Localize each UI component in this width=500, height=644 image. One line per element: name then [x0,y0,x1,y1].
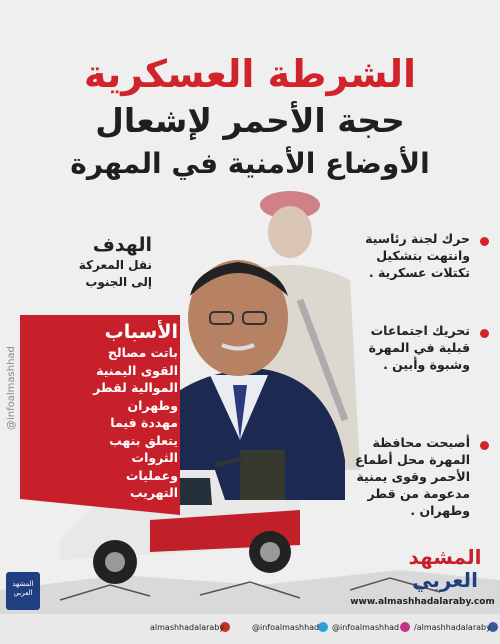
title-line-2: حجة الأحمر لإشعال [95,101,405,140]
point-2: تحريك اجتماعات قبلية في المهرة وشبوة وأبين . [368,323,470,372]
goal-heading: الهدف [92,234,152,256]
goal-block [22,233,152,291]
footer-youtube-handle[interactable]: almashhadalaraby [150,623,225,632]
reasons-heading: الأسباب [104,321,178,343]
title-line-3: الأوضاع الأمنية في المهرة [70,147,430,180]
footer-telegram-handle[interactable]: @infoalmashhad [252,623,320,632]
watermark-text: @infoalmashhad [6,346,17,430]
telegram-icon [318,622,328,632]
bullet-icon [480,329,489,338]
goal-text: نقل المعركة إلى الجنوب [78,258,152,289]
reasons-block [28,320,178,502]
point-1: حرك لجنة رئاسية وانتهت بتشكيل تكتلات عسكرية . [365,231,470,280]
point-3: أصبحت محافظة المهرة محل أطماع الأحمر وقوى يمنية مدعومة من قطر وطهران . [354,435,470,518]
reasons-text: باتت مصالح القوى اليمنية الموالية لقطر وطهران مهددة فيما يتعلق بنهب الثروات وعمليات التهريب [93,345,178,500]
brand-logo-badge: المشهد العربي [6,572,40,610]
brand-url: www.almashhadalaraby.com [350,597,495,607]
instagram-icon [400,622,410,632]
footer-instagram-handle[interactable]: @infoalmashhad [332,623,400,632]
brand-name-line-2: العربي [412,568,478,592]
footer-bar [0,614,500,644]
title-line-1: الشرطة العسكرية [83,52,417,96]
footer-facebook-handle[interactable]: /almashhadalaraby [414,623,491,632]
brand-name-line-1: المشهد [408,545,482,569]
bullet-icon [480,441,489,450]
bullet-icon [480,237,489,246]
